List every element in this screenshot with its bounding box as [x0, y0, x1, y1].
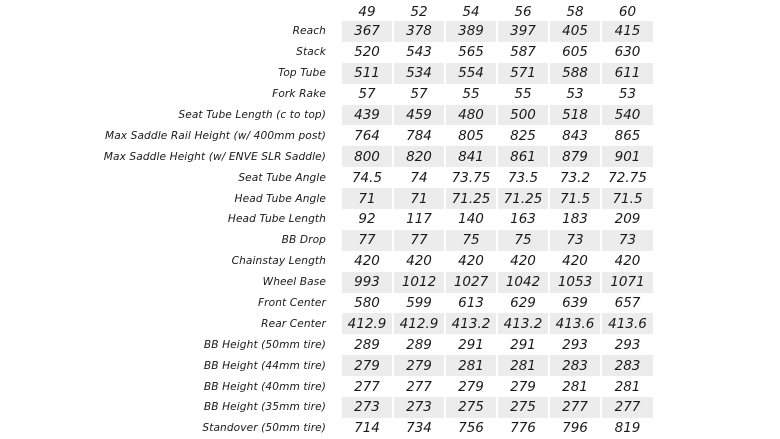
- value-cell-size-52: 74: [393, 167, 445, 188]
- row-label: BB Height (44mm tire): [203, 359, 326, 372]
- value-cell-size-56: 861: [497, 146, 549, 167]
- table-row: [0, 42, 780, 63]
- row-pad-cell: [653, 355, 780, 376]
- table-row: [0, 272, 780, 293]
- value-cell-size-56: 275: [497, 397, 549, 418]
- value-cell-size-52: 820: [393, 146, 445, 167]
- value-cell-size-49: 289: [341, 334, 393, 355]
- value-cell-size-54: 1027: [445, 272, 497, 293]
- value-cell-size-49: 57: [341, 84, 393, 105]
- value-cell-size-60: 281: [601, 376, 653, 397]
- row-label: Max Saddle Rail Height (w/ 400mm post): [104, 129, 326, 142]
- value-cell-size-52: 378: [393, 21, 445, 42]
- value-cell-size-52: 77: [393, 230, 445, 251]
- value-cell-size-54: 389: [445, 21, 497, 42]
- value-cell-size-49: 277: [341, 376, 393, 397]
- table-row: [0, 293, 780, 314]
- row-label: BB Height (35mm tire): [203, 401, 326, 414]
- value-cell-size-49: 412.9: [341, 313, 393, 334]
- value-cell-size-58: 53: [549, 84, 601, 105]
- row-pad-cell: [653, 84, 780, 105]
- value-cell-size-52: 784: [393, 125, 445, 146]
- size-header-row: [0, 0, 780, 21]
- row-pad-cell: [653, 334, 780, 355]
- value-cell-size-58: 639: [549, 293, 601, 314]
- value-cell-size-49: 714: [341, 418, 393, 439]
- value-cell-size-60: 71.5: [601, 188, 653, 209]
- value-cell-size-58: 73: [549, 230, 601, 251]
- value-cell-size-49: 273: [341, 397, 393, 418]
- value-cell-size-58: 605: [549, 42, 601, 63]
- row-label: Front Center: [257, 297, 326, 310]
- value-cell-size-60: 819: [601, 418, 653, 439]
- row-pad-cell: [653, 167, 780, 188]
- value-cell-size-60: 611: [601, 63, 653, 84]
- value-cell-size-60: 73: [601, 230, 653, 251]
- table-row: [0, 188, 780, 209]
- value-cell-size-58: 588: [549, 63, 601, 84]
- value-cell-size-49: 511: [341, 63, 393, 84]
- value-cell-size-54: 140: [445, 209, 497, 230]
- row-label: Stack: [296, 46, 326, 59]
- row-pad-cell: [653, 230, 780, 251]
- value-cell-size-54: 480: [445, 105, 497, 126]
- value-cell-size-60: 540: [601, 105, 653, 126]
- value-cell-size-60: 657: [601, 293, 653, 314]
- value-cell-size-60: 901: [601, 146, 653, 167]
- row-pad-cell: [653, 418, 780, 439]
- size-header-60: 60: [601, 0, 653, 21]
- value-cell-size-58: 796: [549, 418, 601, 439]
- value-cell-size-58: 73.2: [549, 167, 601, 188]
- value-cell-size-58: 413.6: [549, 313, 601, 334]
- size-header-56: 56: [497, 0, 549, 21]
- value-cell-size-49: 74.5: [341, 167, 393, 188]
- row-pad-cell: [653, 42, 780, 63]
- row-pad-cell: [653, 313, 780, 334]
- row-label: BB Drop: [281, 234, 326, 247]
- value-cell-size-58: 183: [549, 209, 601, 230]
- row-pad-cell: [653, 272, 780, 293]
- value-cell-size-60: 1071: [601, 272, 653, 293]
- table-row: [0, 355, 780, 376]
- table-row: [0, 251, 780, 272]
- table-row: [0, 167, 780, 188]
- value-cell-size-56: 281: [497, 355, 549, 376]
- value-cell-size-58: 420: [549, 251, 601, 272]
- row-pad-cell: [653, 21, 780, 42]
- row-label: Seat Tube Length (c to top): [178, 109, 326, 121]
- row-label: BB Height (40mm tire): [203, 380, 326, 393]
- value-cell-size-49: 420: [341, 251, 393, 272]
- value-cell-size-49: 764: [341, 125, 393, 146]
- value-cell-size-56: 420: [497, 251, 549, 272]
- value-cell-size-52: 543: [393, 42, 445, 63]
- value-cell-size-49: 279: [341, 355, 393, 376]
- value-cell-size-60: 630: [601, 42, 653, 63]
- row-label: Rear Center: [261, 317, 326, 330]
- row-pad-cell: [653, 188, 780, 209]
- row-pad-cell: [653, 125, 780, 146]
- row-pad-cell: [653, 376, 780, 397]
- row-label: Max Saddle Height (w/ ENVE SLR Saddle): [103, 150, 326, 163]
- table-row: [0, 84, 780, 105]
- value-cell-size-54: 275: [445, 397, 497, 418]
- value-cell-size-52: 1012: [393, 272, 445, 293]
- value-cell-size-52: 534: [393, 63, 445, 84]
- value-cell-size-58: 281: [549, 376, 601, 397]
- table-row: [0, 125, 780, 146]
- row-label: Head Tube Angle: [234, 192, 326, 205]
- value-cell-size-52: 71: [393, 188, 445, 209]
- value-cell-size-52: 277: [393, 376, 445, 397]
- size-header-49: 49: [341, 0, 393, 21]
- value-cell-size-56: 571: [497, 63, 549, 84]
- row-pad-cell: [653, 293, 780, 314]
- value-cell-size-58: 1053: [549, 272, 601, 293]
- value-cell-size-54: 55: [445, 84, 497, 105]
- value-cell-size-54: 281: [445, 355, 497, 376]
- value-cell-size-58: 405: [549, 21, 601, 42]
- value-cell-size-56: 500: [497, 105, 549, 126]
- table-row: [0, 21, 780, 42]
- value-cell-size-60: 72.75: [601, 167, 653, 188]
- value-cell-size-58: 283: [549, 355, 601, 376]
- value-cell-size-60: 209: [601, 209, 653, 230]
- table-row: [0, 63, 780, 84]
- value-cell-size-56: 397: [497, 21, 549, 42]
- value-cell-size-52: 279: [393, 355, 445, 376]
- value-cell-size-49: 439: [341, 105, 393, 126]
- value-cell-size-52: 420: [393, 251, 445, 272]
- row-label: Chainstay Length: [231, 255, 326, 268]
- value-cell-size-52: 57: [393, 84, 445, 105]
- value-cell-size-54: 613: [445, 293, 497, 314]
- row-label: Reach: [292, 25, 326, 38]
- row-pad-cell: [653, 209, 780, 230]
- value-cell-size-54: 279: [445, 376, 497, 397]
- value-cell-size-56: 71.25: [497, 188, 549, 209]
- value-cell-size-56: 291: [497, 334, 549, 355]
- table-row: [0, 105, 780, 126]
- value-cell-size-56: 55: [497, 84, 549, 105]
- value-cell-size-58: 277: [549, 397, 601, 418]
- row-pad-cell: [653, 105, 780, 126]
- value-cell-size-56: 413.2: [497, 313, 549, 334]
- value-cell-size-56: 279: [497, 376, 549, 397]
- value-cell-size-58: 879: [549, 146, 601, 167]
- value-cell-size-60: 277: [601, 397, 653, 418]
- table-row: [0, 146, 780, 167]
- row-label: BB Height (50mm tire): [203, 338, 326, 351]
- value-cell-size-56: 163: [497, 209, 549, 230]
- value-cell-size-52: 734: [393, 418, 445, 439]
- value-cell-size-49: 71: [341, 188, 393, 209]
- row-pad-cell: [653, 63, 780, 84]
- value-cell-size-60: 420: [601, 251, 653, 272]
- value-cell-size-60: 293: [601, 334, 653, 355]
- value-cell-size-49: 580: [341, 293, 393, 314]
- header-pad-cell: [653, 0, 780, 21]
- value-cell-size-58: 518: [549, 105, 601, 126]
- value-cell-size-52: 412.9: [393, 313, 445, 334]
- table-row: [0, 313, 780, 334]
- value-cell-size-56: 75: [497, 230, 549, 251]
- value-cell-size-56: 825: [497, 125, 549, 146]
- row-label: Standover (50mm tire): [202, 422, 326, 435]
- value-cell-size-56: 73.5: [497, 167, 549, 188]
- value-cell-size-52: 117: [393, 209, 445, 230]
- value-cell-size-49: 77: [341, 230, 393, 251]
- row-label: Top Tube: [278, 67, 326, 80]
- size-header-52: 52: [393, 0, 445, 21]
- value-cell-size-60: 283: [601, 355, 653, 376]
- geometry-rows: [0, 21, 780, 439]
- value-cell-size-54: 554: [445, 63, 497, 84]
- row-pad-cell: [653, 397, 780, 418]
- value-cell-size-49: 367: [341, 21, 393, 42]
- value-cell-size-60: 415: [601, 21, 653, 42]
- table-row: [0, 209, 780, 230]
- value-cell-size-49: 993: [341, 272, 393, 293]
- value-cell-size-56: 776: [497, 418, 549, 439]
- table-row: [0, 334, 780, 355]
- value-cell-size-54: 756: [445, 418, 497, 439]
- table-row: [0, 230, 780, 251]
- value-cell-size-56: 629: [497, 293, 549, 314]
- table-row: [0, 418, 780, 439]
- table-row: [0, 397, 780, 418]
- value-cell-size-54: 291: [445, 334, 497, 355]
- value-cell-size-56: 587: [497, 42, 549, 63]
- header-label-cell: [0, 0, 341, 21]
- value-cell-size-58: 71.5: [549, 188, 601, 209]
- value-cell-size-49: 92: [341, 209, 393, 230]
- value-cell-size-49: 800: [341, 146, 393, 167]
- value-cell-size-49: 520: [341, 42, 393, 63]
- value-cell-size-54: 71.25: [445, 188, 497, 209]
- row-pad-cell: [653, 146, 780, 167]
- row-pad-cell: [653, 251, 780, 272]
- value-cell-size-52: 289: [393, 334, 445, 355]
- value-cell-size-58: 293: [549, 334, 601, 355]
- value-cell-size-52: 459: [393, 105, 445, 126]
- row-label: Fork Rake: [272, 88, 326, 101]
- value-cell-size-54: 75: [445, 230, 497, 251]
- value-cell-size-56: 1042: [497, 272, 549, 293]
- value-cell-size-52: 599: [393, 293, 445, 314]
- size-header-58: 58: [549, 0, 601, 21]
- value-cell-size-58: 843: [549, 125, 601, 146]
- value-cell-size-54: 565: [445, 42, 497, 63]
- value-cell-size-54: 805: [445, 125, 497, 146]
- row-label: Head Tube Length: [227, 213, 326, 226]
- value-cell-size-60: 53: [601, 84, 653, 105]
- value-cell-size-54: 73.75: [445, 167, 497, 188]
- row-label: Wheel Base: [262, 276, 326, 289]
- table-row: [0, 376, 780, 397]
- value-cell-size-54: 413.2: [445, 313, 497, 334]
- value-cell-size-54: 841: [445, 146, 497, 167]
- value-cell-size-60: 413.6: [601, 313, 653, 334]
- value-cell-size-52: 273: [393, 397, 445, 418]
- row-label: Seat Tube Angle: [238, 171, 326, 184]
- value-cell-size-54: 420: [445, 251, 497, 272]
- value-cell-size-60: 865: [601, 125, 653, 146]
- size-header-54: 54: [445, 0, 497, 21]
